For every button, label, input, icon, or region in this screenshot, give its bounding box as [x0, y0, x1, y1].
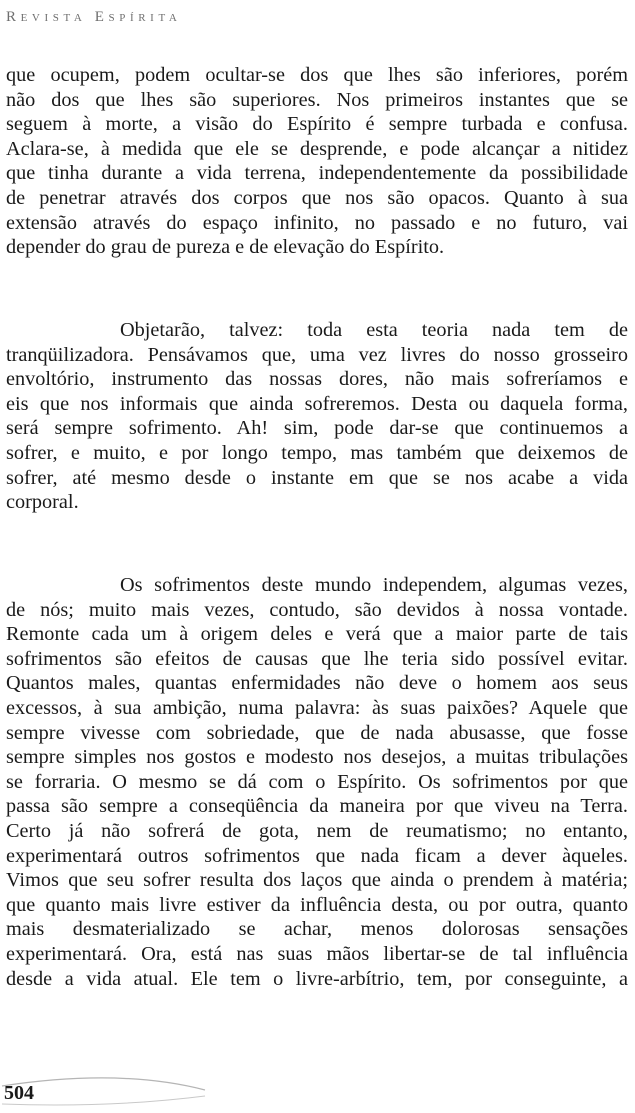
text-line: Os sofrimentos deste mundo independem, algumas vezes, [120, 574, 628, 596]
footer-swoosh-ornament [0, 1060, 300, 1110]
text-line: desde a vida atual. Ele tem o livre-arbítrio, tem, por conseguinte, a [6, 967, 628, 990]
text-line: Vimos que seu sofrer resulta dos laços que ainda o prendem à matéria; [6, 869, 628, 892]
text-line: depender do grau de pureza e de elevação do Espírito. [6, 236, 445, 259]
text-line: que ocupem, podem ocultar-se dos que lhes são inferiores, porém [6, 64, 628, 86]
text-line: que tinha durante a vida terrena, independentemente da possibilidade [6, 162, 628, 185]
paragraph-1 [6, 63, 628, 260]
running-header: Revista Espírita [6, 9, 182, 25]
page-number: 504 [4, 1082, 34, 1104]
text-line: de penetrar através dos corpos que nos são opacos. Quanto à sua [6, 186, 628, 209]
text-line: passa são sempre a conseqüência da maneira por que viveu na Terra. [6, 795, 628, 818]
text-line: experimentará. Ora, está nas suas mãos libertar-se de tal influência [6, 942, 628, 965]
text-line: Certo já não sofrerá de gota, nem de reumatismo; no entanto, [6, 819, 628, 842]
text-line: não dos que lhes são superiores. Nos primeiros instantes que se [6, 88, 628, 111]
text-line: seguem à morte, a visão do Espírito é sempre turbada e confusa. [6, 113, 628, 136]
paragraph-2 [6, 318, 628, 515]
text-line: será sempre sofrimento. Ah! sim, pode dar-se que continuemos a [6, 417, 628, 440]
text-line: se forraria. O mesmo se dá com o Espírito. Os sofrimentos por que [6, 770, 628, 793]
text-line: sofrer, até mesmo desde o instante em que se nos acabe a vida [6, 466, 628, 489]
text-line: envoltório, instrumento das nossas dores, não mais sofreríamos e [6, 368, 628, 391]
text-line: corporal. [6, 491, 79, 514]
text-line: sempre vivesse com sobriedade, que de nada abusasse, que fosse [6, 721, 628, 744]
text-line: sempre simples nos gostos e modesto nos desejos, a muitas tribulações [6, 746, 628, 769]
paragraph-3 [6, 573, 628, 991]
text-line: que quanto mais livre estiver da influência desta, ou por outra, quanto [6, 893, 628, 916]
text-line: extensão através do espaço infinito, no passado e no futuro, vai [6, 211, 628, 234]
text-line: de nós; muito mais vezes, contudo, são devidos à nossa vontade. [6, 598, 628, 621]
text-line: Objetarão, talvez: toda esta teoria nada tem de [120, 319, 628, 341]
text-line: Quantos males, quantas enfermidades não deve o homem aos seus [6, 672, 628, 695]
text-line: eis que nos informais que ainda sofreremos. Desta ou daquela forma, [6, 392, 628, 415]
text-line: experimentará outros sofrimentos que nada ficam a dever àqueles. [6, 844, 628, 867]
text-line: tranqüilizadora. Pensávamos que, uma vez livres do nosso grosseiro [6, 343, 628, 366]
text-line: sofrimentos são efeitos de causas que lhe teria sido possível evitar. [6, 647, 628, 670]
text-line: Aclara-se, à medida que ele se desprende, e pode alcançar a nitidez [6, 137, 628, 160]
text-line: sofrer, e muito, e por longo tempo, mas também que deixemos de [6, 441, 628, 464]
text-line: Remonte cada um à origem deles e verá que a maior parte de tais [6, 623, 628, 646]
text-line: mais desmaterializado se achar, menos dolorosas sensações [6, 918, 628, 941]
text-line: excessos, à sua ambição, numa palavra: às suas paixões? Aquele que [6, 696, 628, 719]
